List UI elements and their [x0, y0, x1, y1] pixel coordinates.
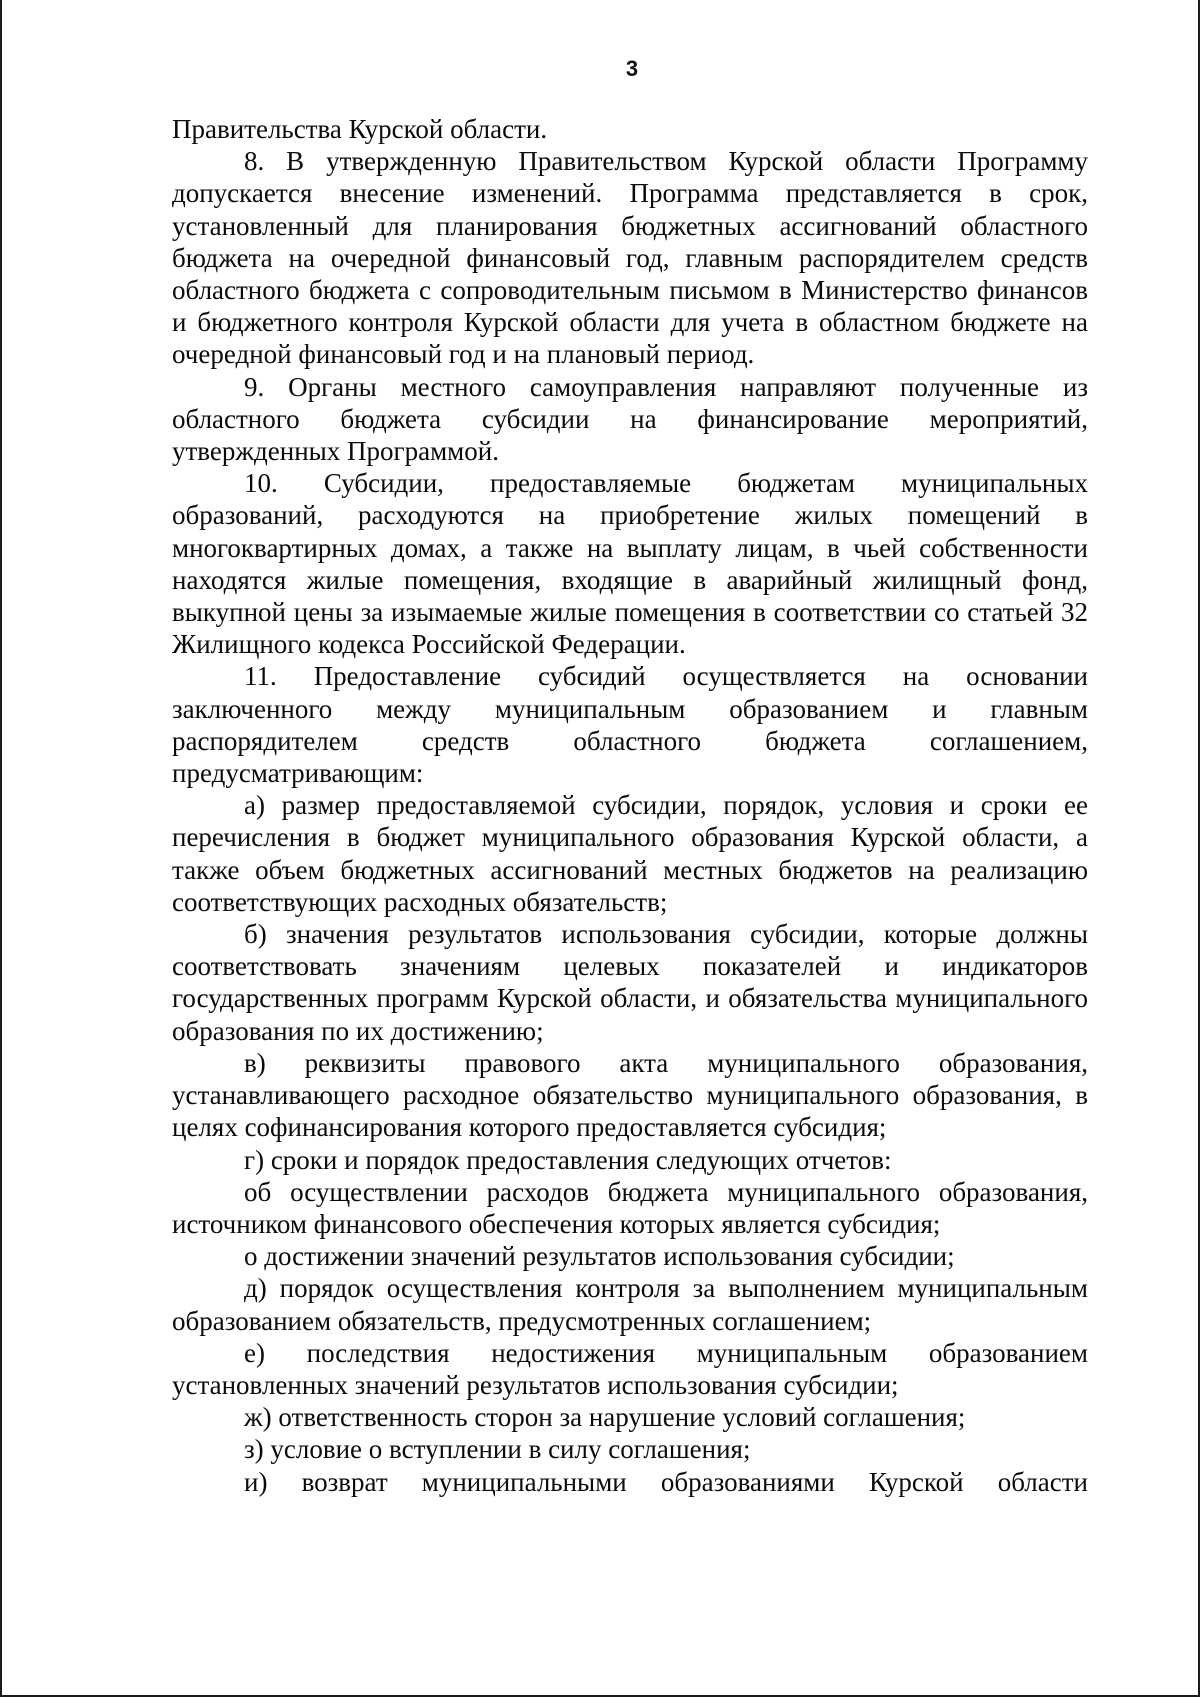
- subitem-d: д) порядок осуществления контроля за выполнением муниципальным образованием обязательств, предусмотренных соглашением;: [172, 1273, 1088, 1336]
- document-body: [172, 113, 1088, 1498]
- subitem-g: г) сроки и порядок предоставления следующих отчетов:: [244, 1144, 892, 1175]
- paragraph-item-9: 9. Органы местного самоуправления направляют полученные из областного бюджета субсидии на финансирование мероприятий, утвержденных Программой.: [172, 371, 1088, 467]
- report-results: о достижении значений результатов использования субсидии;: [244, 1241, 955, 1272]
- paragraph-item-11: 11. Предоставление субсидий осуществляется на основании заключенного между муниципальным образованием и главным распорядителем средств областного бюджета соглашением, предусматривающим:: [172, 661, 1088, 789]
- report-expenses: об осуществлении расходов бюджета муниципального образования, источником финансового обеспечения которых является субсидия;: [172, 1176, 1088, 1239]
- scan-edge-left: [0, 0, 2, 1697]
- subitem-v: в) реквизиты правового акта муниципального образования, устанавливающего расходное обязательство муниципального образования, в целях софинансирования которого предоставляется субсидия;: [172, 1047, 1088, 1143]
- page-number: 3: [625, 56, 639, 81]
- subitem-i: и) возврат муниципальными образованиями Курской области: [244, 1466, 1088, 1497]
- subitem-b: б) значения результатов использования субсидии, которые должны соответствовать значениям целевых показателей и индикаторов государственных программ Курской области, и обязательства муниципального образования по их достижению;: [172, 919, 1088, 1046]
- subitem-z: з) условие о вступлении в силу соглашения;: [244, 1434, 751, 1465]
- subitem-zh: ж) ответственность сторон за нарушение условий соглашения;: [244, 1402, 966, 1433]
- paragraph-item-10: 10. Субсидии, предоставляемые бюджетам муниципальных образований, расходуются на приобретение жилых помещений в многоквартирных домах, а также на выплату лицам, в чьей собственности находятся жилые помещения, входящие в аварийный жилищный фонд, выкупной цены за изымаемые жилые помещения в соответствии со статьей 32 Жилищного кодекса Российской Федерации.: [172, 468, 1088, 660]
- paragraph-item-8: 8. В утвержденную Правительством Курской области Программу допускается внесение изменений. Программа представляется в срок, установленный для планирования бюджетных ассигнований областного бюджета на очередной финансовый год, главным распорядителем средств областного бюджета с сопроводительным письмом в Министерство финансов и бюджетного контроля Курской области для учета в областном бюджете на очередной финансовый год и на плановый период.: [172, 146, 1088, 370]
- subitem-a: а) размер предоставляемой субсидии, порядок, условия и сроки ее перечисления в бюджет муниципального образования Курской области, а также объем бюджетных ассигнований местных бюджетов на реализацию соответствующих расходных обязательств;: [172, 790, 1088, 917]
- paragraph-continuation: Правительства Курской области.: [172, 114, 548, 144]
- subitem-e: е) последствия недостижения муниципальным образованием установленных значений результатов использования субсидии;: [172, 1337, 1088, 1400]
